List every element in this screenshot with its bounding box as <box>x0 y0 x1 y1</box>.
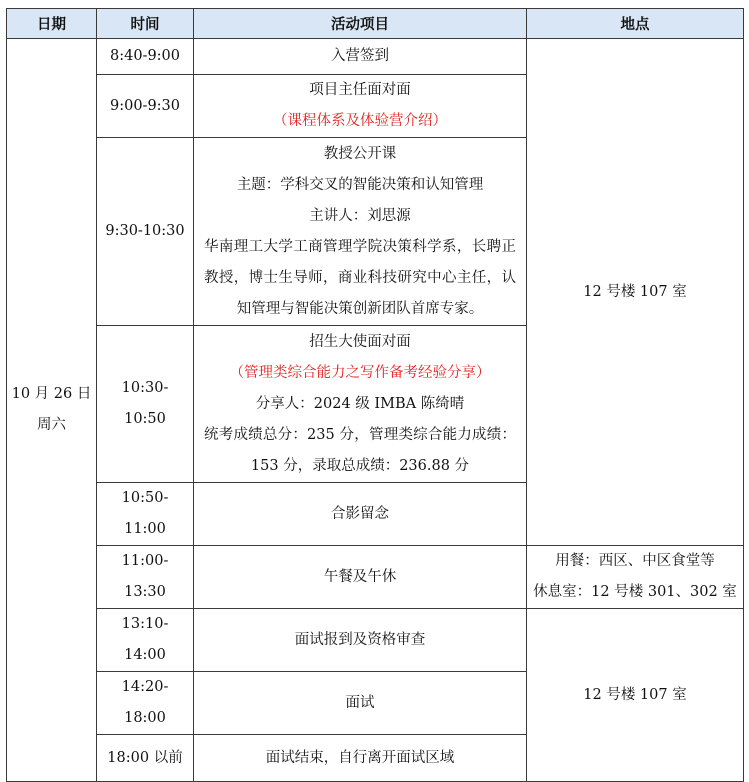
activity-cell <box>194 483 527 546</box>
activity-title: 入营签到 <box>331 48 389 64</box>
activity-title: 面试报到及资格审查 <box>294 631 426 648</box>
header-location: 地点 <box>527 9 744 39</box>
activity-title: 招生大使面对面 <box>309 333 411 350</box>
activity-title: 面试结束，自行离开面试区域 <box>265 749 455 766</box>
location-rest: 休息室：12 号楼 301、302 室 <box>533 584 737 600</box>
activity-speaker: 主讲人：刘思源 <box>309 207 411 224</box>
activity-cell <box>194 138 527 326</box>
activity-note: （课程体系及体验营介绍） <box>273 113 447 129</box>
time-cell: 8:40-9:00 <box>97 39 194 75</box>
activity-title: 面试 <box>345 694 375 711</box>
table-row <box>7 39 744 75</box>
activity-topic: 主题：学科交叉的智能决策和认知管理 <box>236 176 484 193</box>
location-cell-lunch <box>527 546 744 609</box>
activity-cell <box>194 75 527 138</box>
time-cell: 10:50-11:00 <box>97 483 194 546</box>
table-row <box>7 609 744 672</box>
header-activity: 活动项目 <box>194 9 527 39</box>
header-date: 日期 <box>7 9 97 39</box>
time-cell: 9:00-9:30 <box>97 75 194 138</box>
time-cell: 13:10-14:00 <box>97 609 194 672</box>
time-cell: 9:30-10:30 <box>97 138 194 326</box>
date-day: 10 月 26 日 <box>11 386 92 402</box>
time-cell: 11:00-13:30 <box>97 546 194 609</box>
table-row <box>7 546 744 609</box>
activity-note: （管理类综合能力之写作备考经验分享） <box>229 364 491 381</box>
activity-cell <box>194 609 527 672</box>
schedule-table <box>6 8 744 782</box>
activity-title: 午餐及午休 <box>323 568 397 585</box>
activity-cell <box>194 735 527 782</box>
speaker-bio: 华南理工大学工商管理学院决策科学系，长聘正教授，博士生导师，商业科技研究中心主任，认知管理与智能决策创新团队首席专家。 <box>204 238 516 317</box>
time-cell: 14:20-18:00 <box>97 672 194 735</box>
header-time: 时间 <box>97 9 194 39</box>
activity-scores: 统考成绩总分：235 分，管理类综合能力成绩：153 分，录取总成绩：236.88 分 <box>204 426 516 474</box>
date-cell <box>7 39 97 782</box>
time-cell: 18:00 以前 <box>97 735 194 782</box>
location-cell-morning: 12 号楼 107 室 <box>527 39 744 546</box>
activity-cell <box>194 546 527 609</box>
time-cell: 10:30-10:50 <box>97 326 194 483</box>
activity-title: 项目主任面对面 <box>309 82 411 98</box>
activity-sharer: 分享人：2024 级 IMBA 陈绮晴 <box>255 395 465 412</box>
header-row <box>7 9 744 39</box>
activity-cell <box>194 672 527 735</box>
location-cell-afternoon: 12 号楼 107 室 <box>527 609 744 782</box>
location-meal: 用餐：西区、中区食堂等 <box>555 553 715 569</box>
activity-cell <box>194 326 527 483</box>
date-weekday: 周六 <box>37 417 66 433</box>
activity-cell <box>194 39 527 75</box>
activity-title: 合影留念 <box>331 505 389 522</box>
activity-title: 教授公开课 <box>323 145 397 162</box>
